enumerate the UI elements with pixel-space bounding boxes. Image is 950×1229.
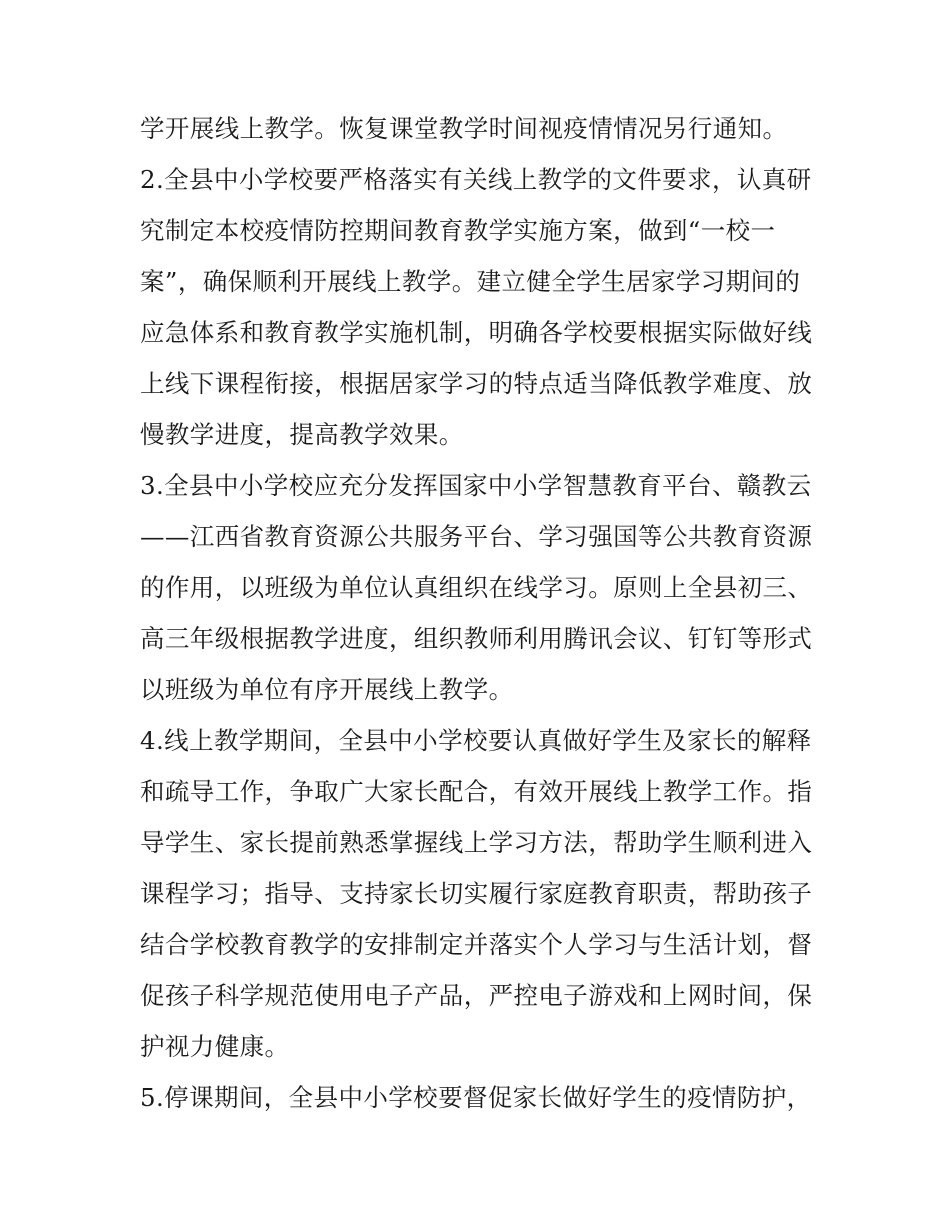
text-line: 2.全县中小学校要严格落实有关线上教学的文件要求，认真研 (140, 165, 812, 194)
text-line: 的作用，以班级为单位认真组织在线学习。原则上全县初三、 (140, 573, 813, 602)
text-line: 课程学习；指导、支持家长切实履行家庭教育职责，帮助孩子 (140, 879, 813, 908)
text-line: 护视力健康。 (140, 1032, 290, 1061)
text-line: 和疏导工作，争取广大家长配合，有效开展线上教学工作。指 (140, 777, 813, 806)
text-line: 5.停课期间，全县中小学校要督促家长做好学生的疫情防护， (140, 1083, 812, 1112)
text-line: 案”，确保顺利开展线上教学。建立健全学生居家学习期间的 (140, 267, 801, 296)
text-line: 学开展线上教学。恢复课堂教学时间视疫情情况另行通知。 (140, 114, 788, 143)
text-line: 以班级为单位有序开展线上教学。 (140, 675, 514, 704)
text-line: 结合学校教育教学的安排制定并落实个人学习与生活计划，督 (140, 930, 813, 959)
text-line: 上线下课程衔接，根据居家学习的特点适当降低教学难度、放 (140, 369, 813, 398)
text-line: 3.全县中小学校应充分发挥国家中小学智慧教育平台、赣教云 (140, 471, 812, 500)
text-line: 究制定本校疫情防控期间教育教学实施方案，做到“一校一 (140, 216, 776, 245)
text-line: ——江西省教育资源公共服务平台、学习强国等公共教育资源 (140, 522, 813, 551)
text-line: 导学生、家长提前熟悉掌握线上学习方法，帮助学生顺利进入 (140, 828, 813, 857)
text-line: 应急体系和教育教学实施机制，明确各学校要根据实际做好线 (140, 318, 813, 347)
text-line: 4.线上教学期间，全县中小学校要认真做好学生及家长的解释 (140, 726, 812, 755)
text-line: 高三年级根据教学进度，组织教师利用腾讯会议、钉钉等形式 (140, 624, 813, 653)
text-line: 促孩子科学规范使用电子产品，严控电子游戏和上网时间，保 (140, 981, 813, 1010)
text-line: 慢教学进度，提高教学效果。 (140, 420, 464, 449)
